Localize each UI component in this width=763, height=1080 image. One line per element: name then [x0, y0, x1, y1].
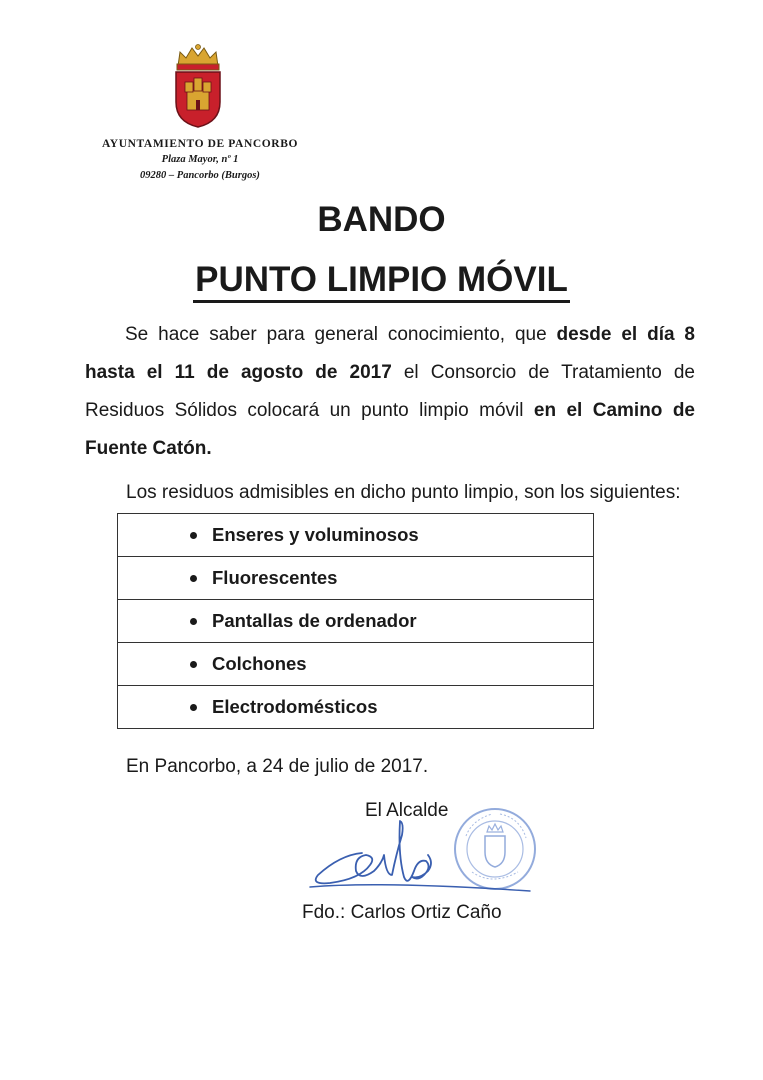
item-label: Electrodomésticos	[212, 696, 378, 717]
list-item	[118, 557, 594, 600]
announcement-location: en el Camino de Fuente Catón.	[85, 400, 695, 459]
item-label: Fluorescentes	[212, 567, 338, 588]
bullet-icon	[190, 618, 197, 625]
table-row	[118, 557, 594, 600]
bullet-icon	[190, 532, 197, 539]
document-title: BANDO	[317, 200, 446, 239]
table-row	[118, 600, 594, 643]
bullet-icon	[190, 704, 197, 711]
coat-of-arms-icon	[172, 42, 224, 128]
item-label: Pantallas de ordenador	[212, 610, 417, 631]
address-line-1: Plaza Mayor, nº 1	[161, 154, 239, 165]
item-label: Colchones	[212, 653, 307, 674]
organization-name: AYUNTAMIENTO DE PANCORBO	[101, 138, 299, 150]
list-item	[118, 514, 594, 557]
signed-by: Fdo.: Carlos Ortiz Caño	[302, 902, 502, 923]
announcement-paragraph	[85, 316, 695, 468]
list-item	[118, 600, 594, 643]
announcement-dates: desde el día 8 hasta el 11 de agosto de 2017	[85, 324, 695, 383]
table-row	[118, 643, 594, 686]
bullet-icon	[190, 661, 197, 668]
table-row	[118, 514, 594, 557]
subtitle-text: PUNTO LIMPIO MÓVIL	[193, 260, 570, 303]
address-line-2: 09280 – Pancorbo (Burgos)	[140, 170, 260, 181]
announcement-part-2: el Consorcio de Tratamiento de Residuos Sólidos colocará un punto limpio móvil	[85, 362, 695, 421]
list-item	[118, 643, 594, 686]
item-label: Enseres y voluminosos	[212, 524, 419, 545]
place-and-date: En Pancorbo, a 24 de julio de 2017.	[126, 756, 429, 777]
letterhead	[80, 136, 320, 184]
signatory-role: El Alcalde	[365, 800, 449, 821]
document-subtitle	[0, 260, 763, 300]
items-intro: Los residuos admisibles en dicho punto limpio, son los siguientes:	[126, 482, 681, 503]
signature-mark	[300, 815, 540, 905]
accepted-waste-table	[117, 513, 594, 729]
announcement-part-1: Se hace saber para general conocimiento, que	[125, 324, 557, 345]
list-item	[118, 686, 594, 729]
table-row	[118, 686, 594, 729]
bullet-icon	[190, 575, 197, 582]
